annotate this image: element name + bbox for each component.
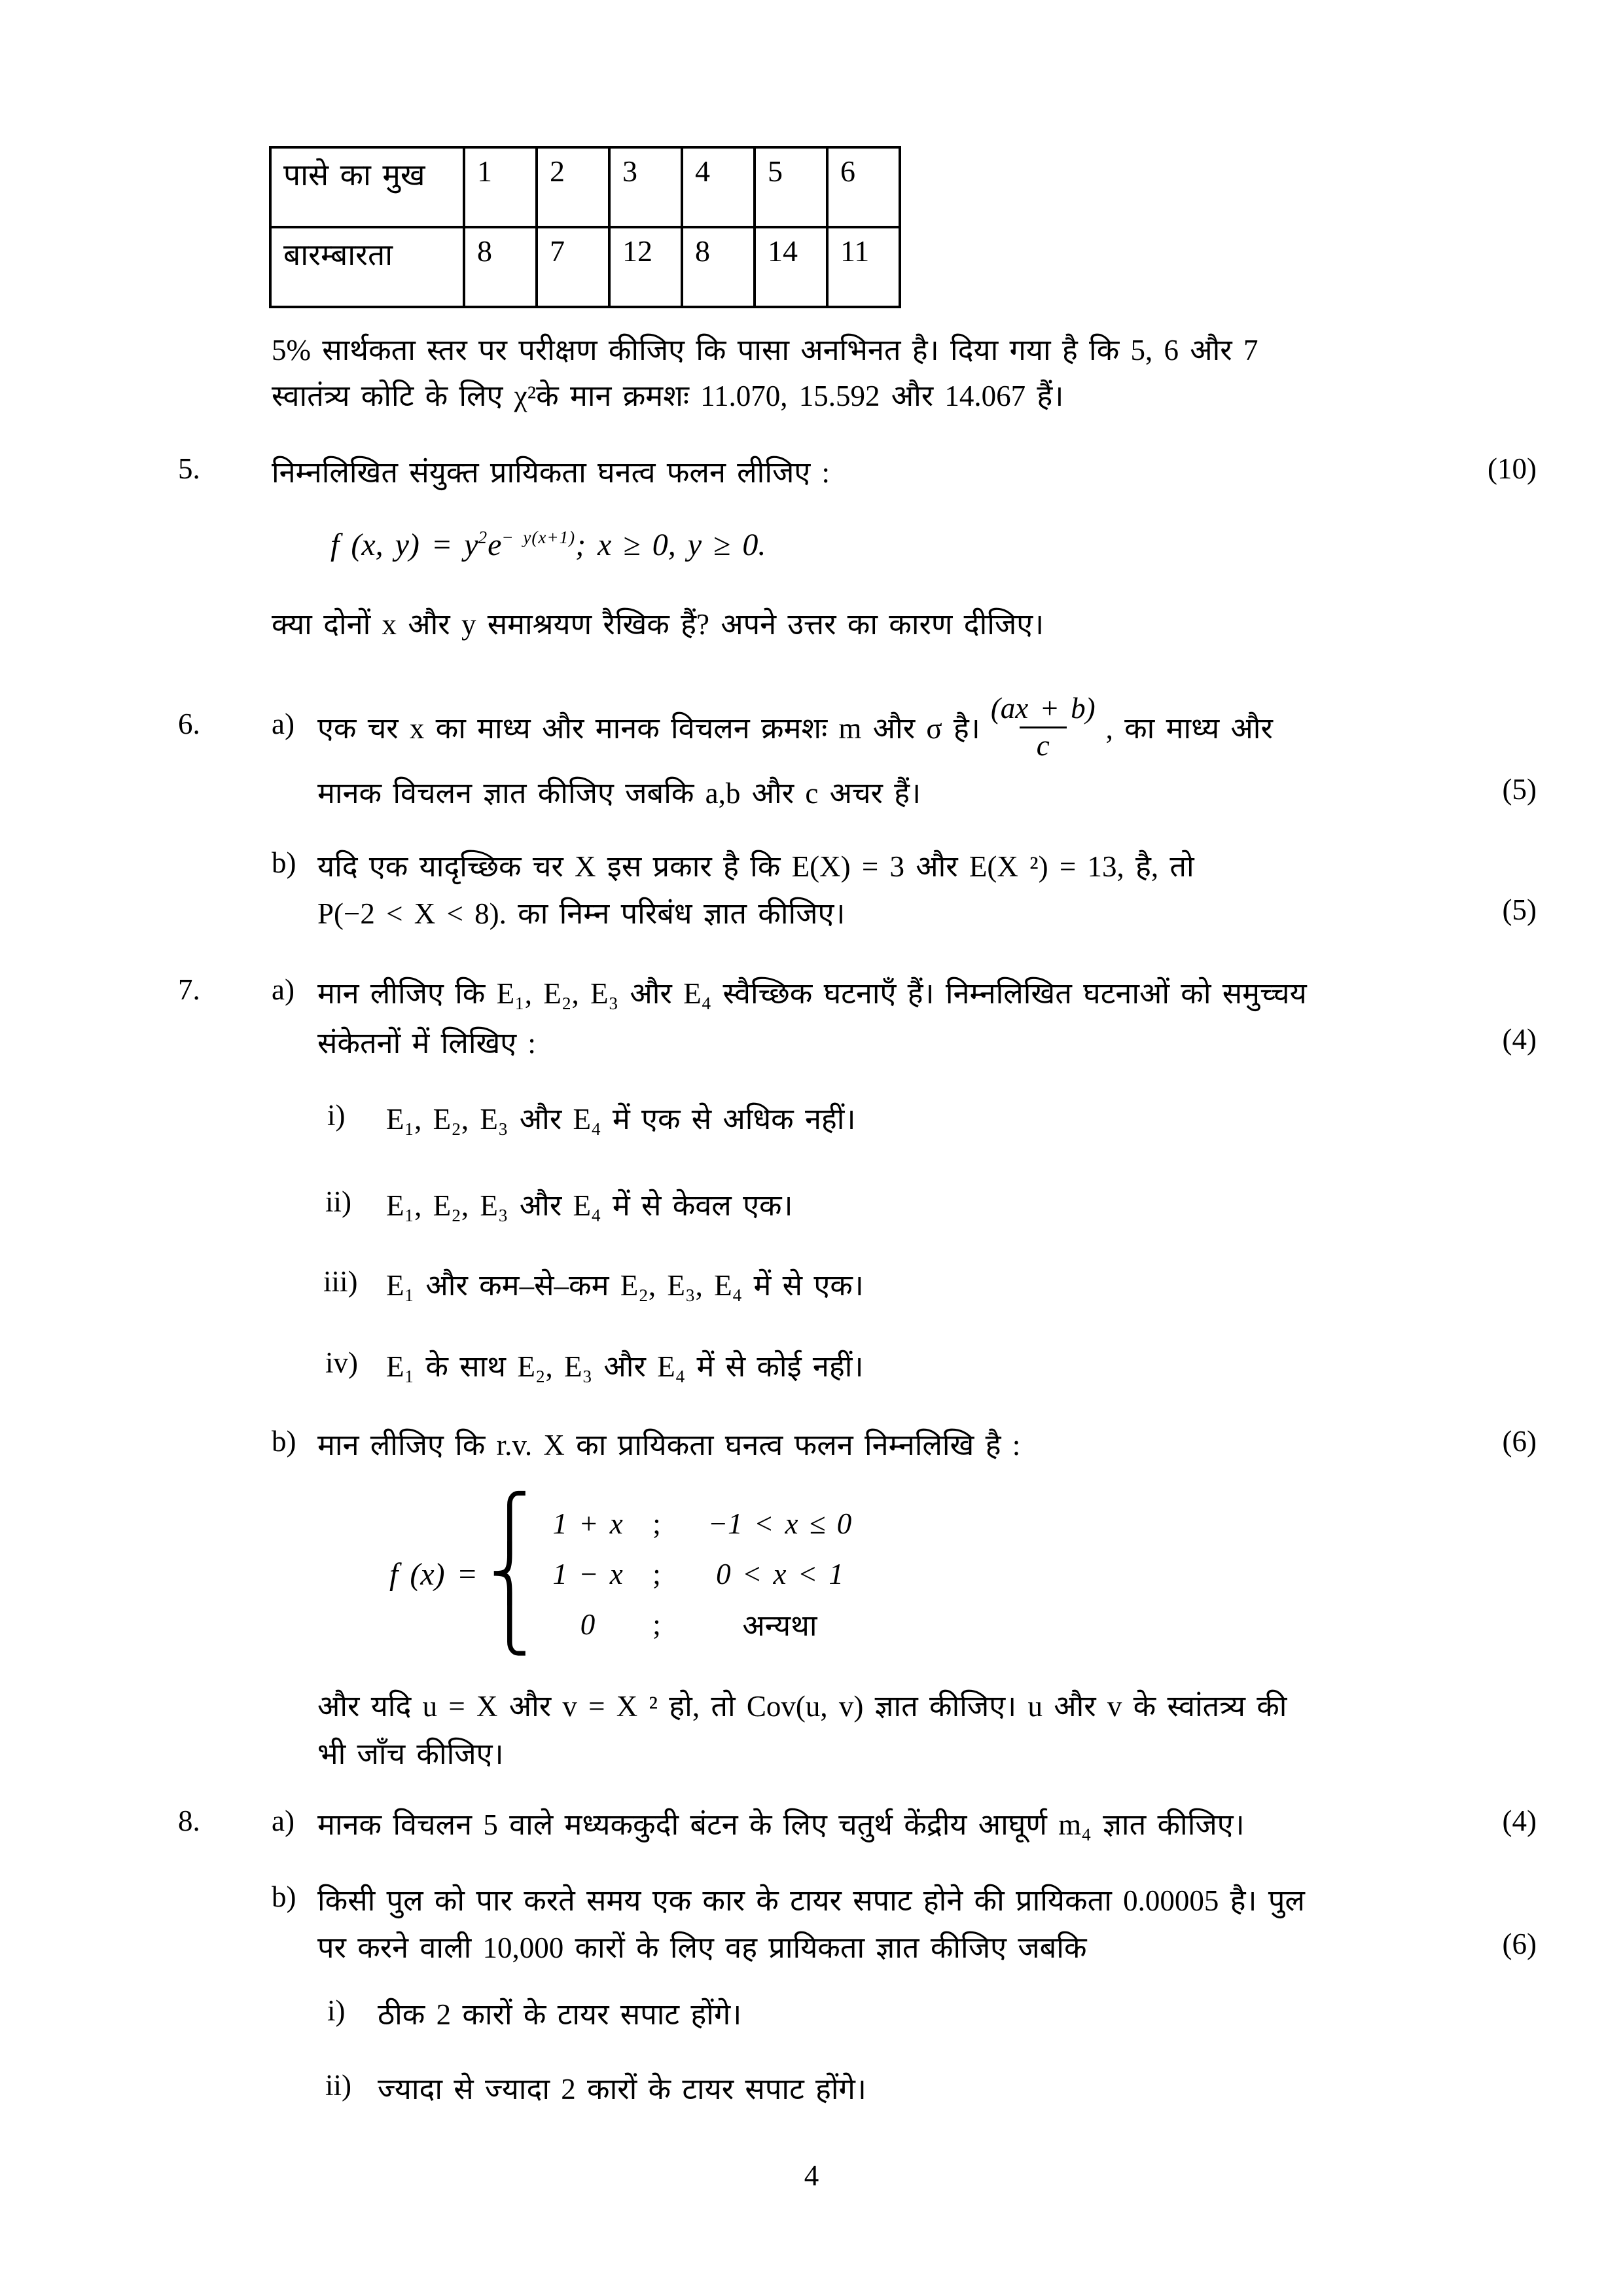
q8b-item-i-label: i): [327, 1994, 346, 2027]
question-7b-label: b): [272, 1425, 296, 1458]
q6a-fraction-numerator: (ax + b): [990, 692, 1096, 725]
q6a-line1-before: एक चर x का माध्य और मानक विचलन क्रमशः m और σ है।: [317, 711, 980, 745]
q7b-formula-row-1: [534, 1499, 888, 1549]
table-cell-freq-2: 7: [537, 227, 609, 307]
question-6a-marks: (5): [1502, 773, 1537, 806]
question-5-marks: (10): [1488, 452, 1537, 485]
question-5-number: 5.: [178, 452, 200, 485]
question-6b-label: b): [272, 846, 296, 879]
q7a-item-ii-label: ii): [325, 1185, 351, 1218]
q6a-line1-after: , का माध्य और: [1105, 711, 1273, 745]
q7b-row3-condition: अन्यथा: [742, 1609, 817, 1642]
frequency-table: [269, 146, 901, 308]
table-cell-face-6: 6: [827, 147, 900, 227]
question-7a-marks: (4): [1502, 1023, 1537, 1056]
table-cell-freq-6: 11: [827, 227, 900, 307]
table-cell-freq-4: 8: [682, 227, 755, 307]
q5-formula-exponent-y: − y(x+1): [501, 528, 576, 547]
question-6b-marks: (5): [1502, 893, 1537, 926]
q7b-row2-condition: 0 < x < 1: [716, 1558, 844, 1590]
question-6-number: 6.: [178, 708, 200, 740]
table-cell-freq-5: 14: [755, 227, 827, 307]
table-cell-face-5: 5: [755, 147, 827, 227]
table-row-frequency: [270, 227, 900, 307]
q7b-row2-expr: 1 − x: [552, 1558, 623, 1590]
question-7a-line-1: मान लीजिए कि E₁, E₂, E₃ और E₄ स्वैच्छिक घटनाएँ हैं। निम्नलिखित घटनाओं को समुच्चय: [317, 977, 1307, 1010]
question-7b-tail-line-2: भी जाँच कीजिए।: [317, 1738, 504, 1770]
q8b-item-ii-text: ज्यादा से ज्यादा 2 कारों के टायर सपाट होंगे।: [378, 2073, 866, 2106]
question-8b-line-2: पर करने वाली 10,000 कारों के लिए वह प्रायिकता ज्ञात कीजिए जबकि: [317, 1931, 1087, 1964]
table-cell-face-1: 1: [464, 147, 537, 227]
q5-formula-part3: ; x ≥ 0, y ≥ 0.: [575, 528, 766, 562]
question-6b-line-2: P(−2 < X < 8). का निम्न परिबंध ज्ञात कीजिए।: [317, 897, 846, 930]
q7a-item-iv-text: E₁ के साथ E₂, E₃ और E₄ में से कोई नहीं।: [386, 1350, 864, 1383]
q7b-row3-expr: 0: [580, 1608, 596, 1641]
q7b-formula-rows: [534, 1499, 888, 1650]
table-cell-freq-1: 8: [464, 227, 537, 307]
q8b-item-i-text: ठीक 2 कारों के टायर सपाट होंगे।: [378, 1998, 742, 2031]
question-6b-line-1: यदि एक यादृच्छिक चर X इस प्रकार है कि E(X) = 3 और E(X ²) = 13, है, तो: [317, 850, 1194, 883]
q7a-item-i-label: i): [327, 1099, 346, 1132]
question-8a-marks: (4): [1502, 1804, 1537, 1837]
q8b-item-ii-label: ii): [325, 2069, 351, 2102]
question-7b-line-1: मान लीजिए कि r.v. X का प्रायिकता घनत्व फलन निम्नलिखि है :: [317, 1429, 1021, 1462]
question-7b-marks: (6): [1502, 1425, 1537, 1458]
q7b-row3-separator: ;: [652, 1608, 661, 1641]
q7a-item-iv-label: iv): [325, 1346, 358, 1379]
q5-formula-exponent-2: 2: [478, 528, 488, 547]
question-5-text: निम्नलिखित संयुक्त प्रायिकता घनत्व फलन लीजिए :: [272, 456, 830, 489]
question-5-formula: [330, 527, 766, 563]
q7b-formula-row-3: [534, 1600, 888, 1650]
question-7-number: 7.: [178, 973, 200, 1006]
question-4-tail-paragraph: [272, 327, 1258, 419]
q7a-item-iii-text: E₁ और कम–से–कम E₂, E₃, E₄ में से एक।: [386, 1269, 864, 1302]
q6a-fraction-denominator: c: [1020, 726, 1067, 762]
q7a-item-iii-label: iii): [323, 1265, 358, 1298]
question-5-tail: क्या दोनों x और y समाश्रयण रैखिक हैं? अपने उत्तर का कारण दीजिए।: [272, 608, 1044, 641]
question-8b-marks: (6): [1502, 1928, 1537, 1960]
table-header-frequency: बारम्बारता: [270, 227, 464, 307]
table-cell-face-2: 2: [537, 147, 609, 227]
question-7a-line-2: संकेतनों में लिखिए :: [317, 1027, 536, 1060]
left-brace-glyph: ⎧ ⎨ ⎩: [490, 1492, 530, 1656]
question-7a-label: a): [272, 973, 294, 1006]
table-cell-freq-3: 12: [609, 227, 682, 307]
question-6a-label: a): [272, 708, 294, 740]
q7b-row1-separator: ;: [652, 1507, 661, 1540]
question-7b-piecewise-formula: [389, 1492, 888, 1656]
q7a-item-ii-text: E₁, E₂, E₃ और E₄ में से केवल एक।: [386, 1189, 793, 1222]
q7b-formula-row-2: [534, 1549, 888, 1600]
question-8b-label: b): [272, 1880, 296, 1913]
q6a-fraction: [987, 692, 1099, 762]
question-8a-label: a): [272, 1804, 294, 1837]
q7b-formula-lhs: f (x) =: [389, 1556, 478, 1592]
question-8a-line-1: मानक विचलन 5 वाले मध्यककुदी बंटन के लिए चतुर्थ केंद्रीय आघूर्ण m₄ ज्ञात कीजिए।: [317, 1808, 1245, 1841]
q4-tail-line-1: 5% सार्थकता स्तर पर परीक्षण कीजिए कि पासा अनभिनत है। दिया गया है कि 5, 6 और 7: [272, 334, 1258, 367]
table-cell-face-4: 4: [682, 147, 755, 227]
q7b-row1-condition: −1 < x ≤ 0: [707, 1507, 852, 1540]
q5-formula-part2: e: [488, 528, 502, 562]
table-cell-face-3: 3: [609, 147, 682, 227]
table-header-die-face: पासे का मुख: [270, 147, 464, 227]
q5-formula-part1: f (x, y) = y: [330, 528, 478, 562]
q7b-row1-expr: 1 + x: [552, 1507, 623, 1540]
question-8b-line-1: किसी पुल को पार करते समय एक कार के टायर सपाट होने की प्रायिकता 0.00005 है। पुल: [317, 1884, 1305, 1917]
question-6a-line-2: मानक विचलन ज्ञात कीजिए जबकि a,b और c अचर हैं।: [317, 777, 921, 810]
q7b-row2-separator: ;: [652, 1558, 661, 1590]
q7a-item-i-text: E₁, E₂, E₃ और E₄ में एक से अधिक नहीं।: [386, 1103, 856, 1136]
question-8-number: 8.: [178, 1804, 200, 1837]
table-row-die-face: [270, 147, 900, 227]
q4-tail-line-2: स्वातंत्र्य कोटि के लिए χ²के मान क्रमशः 11.070, 15.592 और 14.067 हैं।: [272, 380, 1064, 412]
page-number: 4: [804, 2159, 819, 2192]
question-6a-line-1: [317, 692, 1273, 762]
question-7b-tail-line-1: और यदि u = X और v = X ² हो, तो Cov(u, v) ज्ञात कीजिए। u और v के स्वांतत्र्य की: [317, 1690, 1287, 1723]
